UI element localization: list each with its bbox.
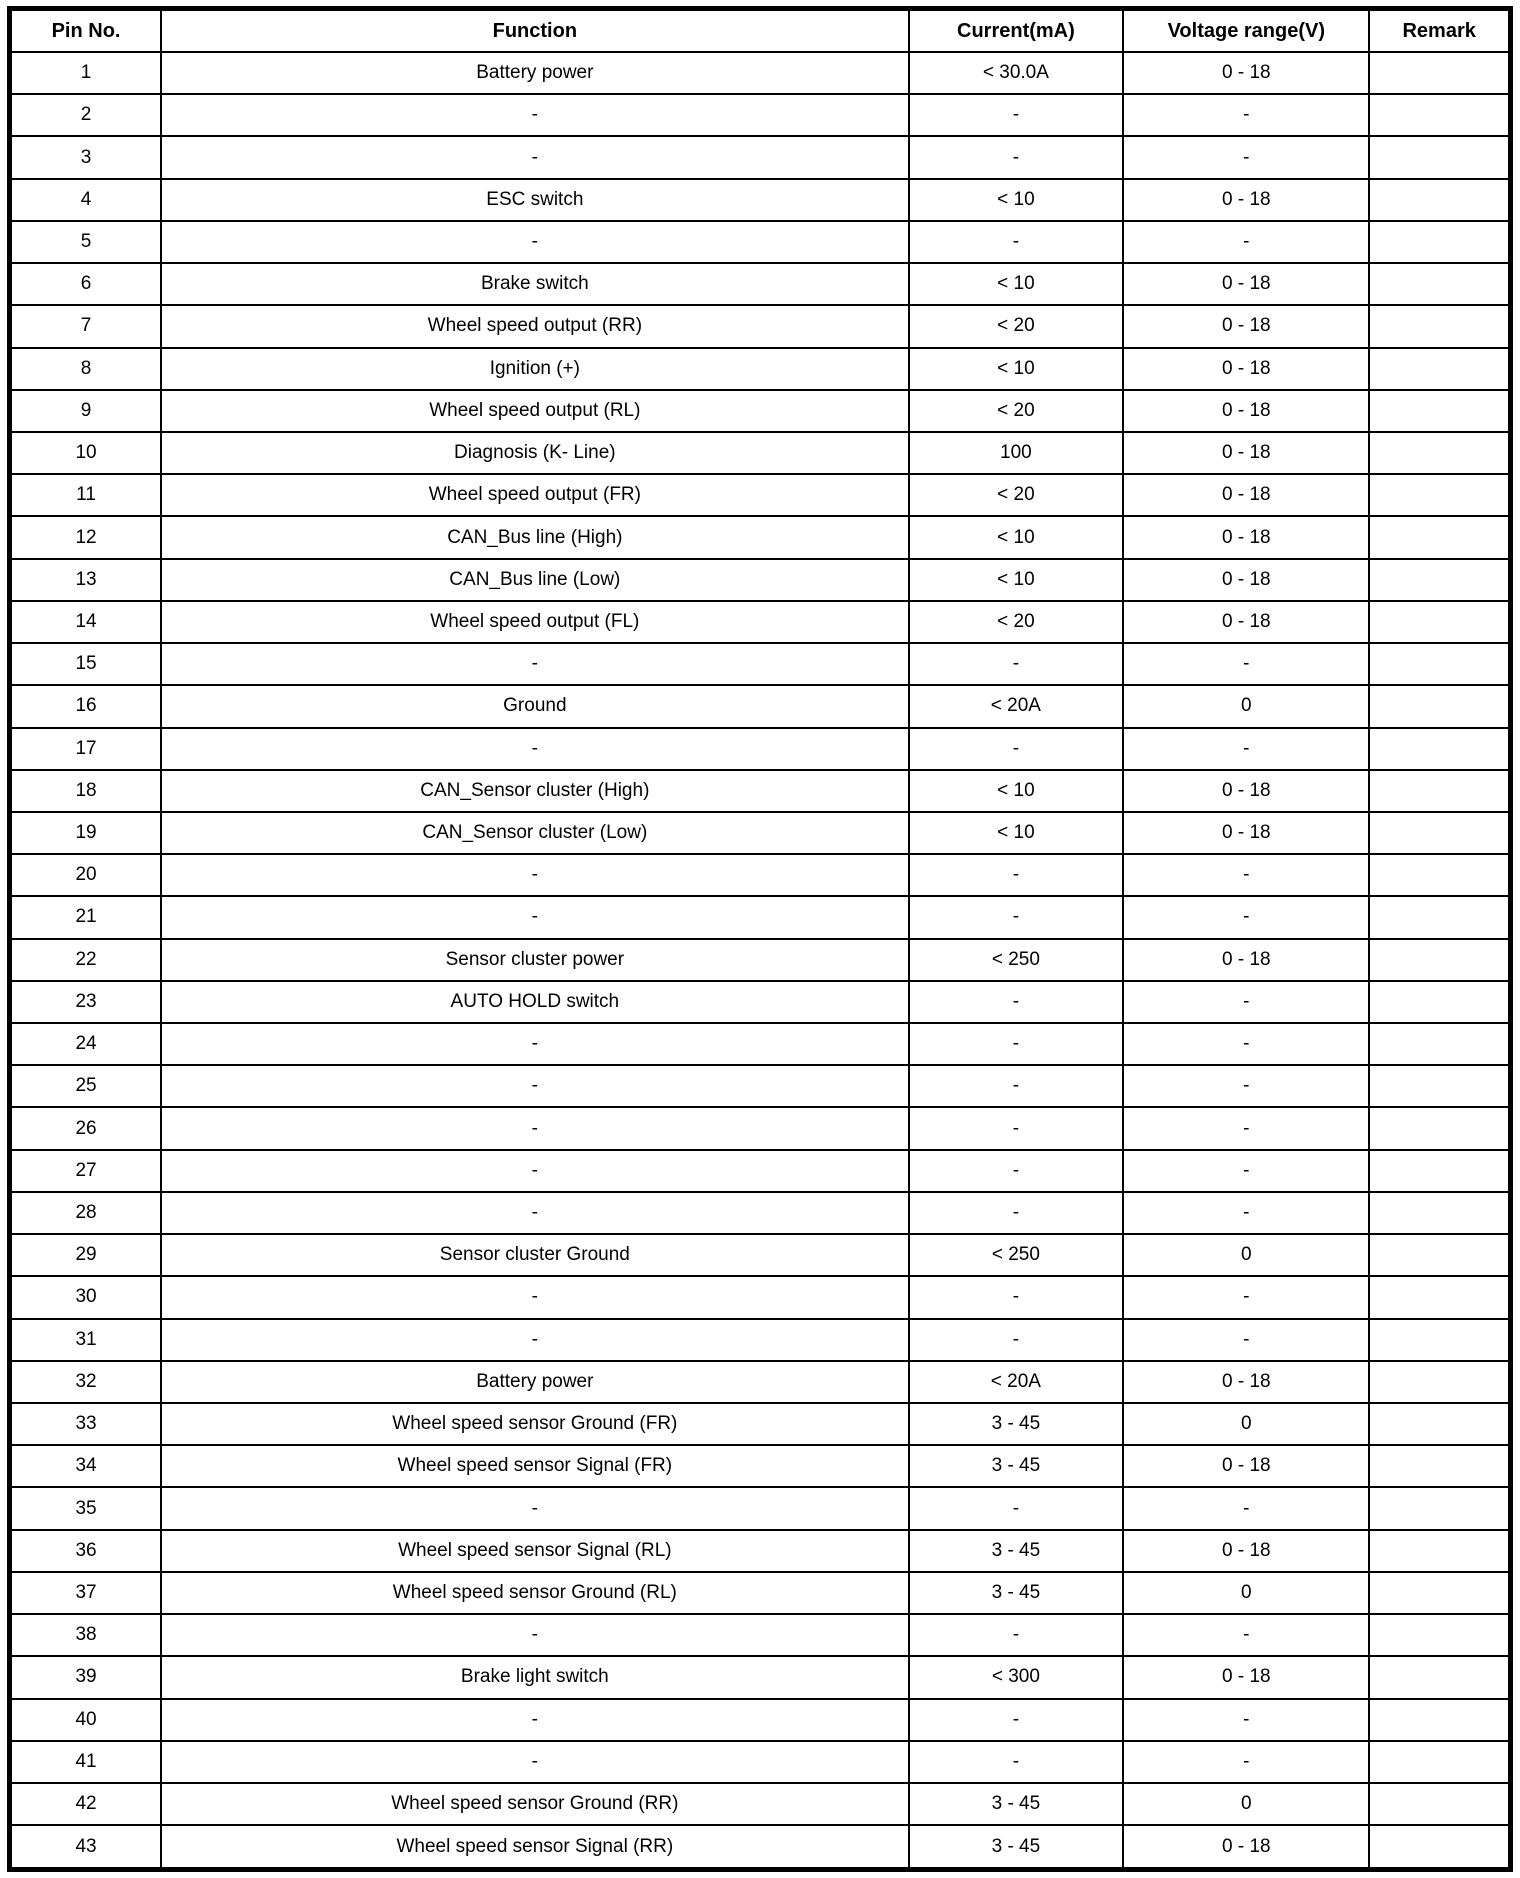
- voltage-cell: -: [1123, 136, 1369, 178]
- pin-assignment-table: [7, 6, 1513, 1872]
- remark-cell: [1369, 263, 1510, 305]
- remark-cell: [1369, 1783, 1510, 1825]
- pin-cell: 11: [10, 474, 162, 516]
- remark-cell: [1369, 390, 1510, 432]
- function-cell: Wheel speed sensor Signal (RR): [161, 1825, 908, 1869]
- voltage-cell: -: [1123, 1023, 1369, 1065]
- current-cell: < 20A: [909, 685, 1124, 727]
- table-row: [10, 1065, 1511, 1107]
- table-row: [10, 1614, 1511, 1656]
- table-row: [10, 263, 1511, 305]
- function-cell: -: [161, 94, 908, 136]
- current-cell: -: [909, 1741, 1124, 1783]
- current-cell: -: [909, 136, 1124, 178]
- voltage-cell: -: [1123, 1319, 1369, 1361]
- table-row: [10, 94, 1511, 136]
- table-row: [10, 685, 1511, 727]
- current-cell: -: [909, 1150, 1124, 1192]
- table-body: [10, 52, 1511, 1870]
- current-cell: < 10: [909, 559, 1124, 601]
- remark-cell: [1369, 812, 1510, 854]
- voltage-cell: -: [1123, 854, 1369, 896]
- table-row: [10, 1150, 1511, 1192]
- remark-cell: [1369, 1234, 1510, 1276]
- current-cell: 3 - 45: [909, 1825, 1124, 1869]
- current-cell: < 10: [909, 516, 1124, 558]
- voltage-cell: 0 - 18: [1123, 1656, 1369, 1698]
- current-cell: 3 - 45: [909, 1783, 1124, 1825]
- current-cell: 3 - 45: [909, 1445, 1124, 1487]
- current-cell: < 20A: [909, 1361, 1124, 1403]
- table-row: [10, 1445, 1511, 1487]
- table-row: [10, 939, 1511, 981]
- current-cell: 3 - 45: [909, 1403, 1124, 1445]
- pin-cell: 41: [10, 1741, 162, 1783]
- voltage-cell: 0 - 18: [1123, 432, 1369, 474]
- current-cell: < 250: [909, 1234, 1124, 1276]
- pin-cell: 3: [10, 136, 162, 178]
- function-cell: -: [161, 1487, 908, 1529]
- function-cell: -: [161, 1065, 908, 1107]
- pin-cell: 14: [10, 601, 162, 643]
- table-row: [10, 390, 1511, 432]
- table-row: [10, 432, 1511, 474]
- table-row: [10, 221, 1511, 263]
- pin-cell: 28: [10, 1192, 162, 1234]
- remark-cell: [1369, 1656, 1510, 1698]
- pin-cell: 42: [10, 1783, 162, 1825]
- current-cell: < 300: [909, 1656, 1124, 1698]
- voltage-cell: 0 - 18: [1123, 812, 1369, 854]
- pin-cell: 32: [10, 1361, 162, 1403]
- table-row: [10, 854, 1511, 896]
- voltage-cell: 0 - 18: [1123, 305, 1369, 347]
- function-cell: ESC switch: [161, 179, 908, 221]
- voltage-cell: 0: [1123, 1234, 1369, 1276]
- function-cell: CAN_Bus line (Low): [161, 559, 908, 601]
- remark-cell: [1369, 1319, 1510, 1361]
- remark-cell: [1369, 1065, 1510, 1107]
- voltage-cell: 0 - 18: [1123, 1445, 1369, 1487]
- table-row: [10, 1403, 1511, 1445]
- current-cell: < 10: [909, 812, 1124, 854]
- pin-cell: 15: [10, 643, 162, 685]
- current-cell: < 10: [909, 770, 1124, 812]
- function-cell: CAN_Sensor cluster (Low): [161, 812, 908, 854]
- remark-cell: [1369, 474, 1510, 516]
- function-cell: -: [161, 221, 908, 263]
- voltage-cell: 0: [1123, 1403, 1369, 1445]
- pin-cell: 6: [10, 263, 162, 305]
- voltage-cell: -: [1123, 981, 1369, 1023]
- remark-cell: [1369, 1361, 1510, 1403]
- current-cell: -: [909, 221, 1124, 263]
- function-cell: -: [161, 854, 908, 896]
- remark-cell: [1369, 516, 1510, 558]
- remark-cell: [1369, 1741, 1510, 1783]
- function-cell: -: [161, 1319, 908, 1361]
- pin-cell: 40: [10, 1699, 162, 1741]
- voltage-cell: 0 - 18: [1123, 52, 1369, 94]
- voltage-cell: -: [1123, 1614, 1369, 1656]
- pin-cell: 10: [10, 432, 162, 474]
- voltage-cell: -: [1123, 1699, 1369, 1741]
- remark-cell: [1369, 770, 1510, 812]
- function-cell: Ignition (+): [161, 348, 908, 390]
- table-row: [10, 179, 1511, 221]
- pin-cell: 31: [10, 1319, 162, 1361]
- table-row: [10, 812, 1511, 854]
- voltage-cell: -: [1123, 1150, 1369, 1192]
- function-cell: Wheel speed sensor Ground (FR): [161, 1403, 908, 1445]
- function-cell: -: [161, 896, 908, 938]
- pin-cell: 25: [10, 1065, 162, 1107]
- current-cell: < 10: [909, 263, 1124, 305]
- function-cell: Wheel speed output (FL): [161, 601, 908, 643]
- header-remark: Remark: [1369, 9, 1510, 53]
- function-cell: Wheel speed output (RR): [161, 305, 908, 347]
- current-cell: -: [909, 1487, 1124, 1529]
- function-cell: -: [161, 136, 908, 178]
- pin-cell: 13: [10, 559, 162, 601]
- current-cell: < 250: [909, 939, 1124, 981]
- table-row: [10, 1276, 1511, 1318]
- remark-cell: [1369, 1572, 1510, 1614]
- remark-cell: [1369, 1107, 1510, 1149]
- remark-cell: [1369, 221, 1510, 263]
- remark-cell: [1369, 1192, 1510, 1234]
- table-row: [10, 601, 1511, 643]
- function-cell: CAN_Sensor cluster (High): [161, 770, 908, 812]
- pin-cell: 37: [10, 1572, 162, 1614]
- pin-cell: 27: [10, 1150, 162, 1192]
- voltage-cell: -: [1123, 1192, 1369, 1234]
- header-voltage-range: Voltage range(V): [1123, 9, 1369, 53]
- current-cell: < 20: [909, 390, 1124, 432]
- voltage-cell: 0 - 18: [1123, 1530, 1369, 1572]
- pin-cell: 21: [10, 896, 162, 938]
- function-cell: -: [161, 1192, 908, 1234]
- table-row: [10, 1656, 1511, 1698]
- function-cell: -: [161, 1107, 908, 1149]
- pin-cell: 18: [10, 770, 162, 812]
- remark-cell: [1369, 1699, 1510, 1741]
- remark-cell: [1369, 896, 1510, 938]
- table-row: [10, 1234, 1511, 1276]
- table-row: [10, 52, 1511, 94]
- remark-cell: [1369, 432, 1510, 474]
- current-cell: < 20: [909, 474, 1124, 516]
- current-cell: -: [909, 1065, 1124, 1107]
- current-cell: 3 - 45: [909, 1530, 1124, 1572]
- remark-cell: [1369, 1487, 1510, 1529]
- table-row: [10, 896, 1511, 938]
- voltage-cell: 0: [1123, 1783, 1369, 1825]
- remark-cell: [1369, 136, 1510, 178]
- pin-cell: 36: [10, 1530, 162, 1572]
- table-row: [10, 136, 1511, 178]
- pin-cell: 39: [10, 1656, 162, 1698]
- function-cell: -: [161, 728, 908, 770]
- pin-cell: 17: [10, 728, 162, 770]
- pin-cell: 43: [10, 1825, 162, 1869]
- current-cell: 100: [909, 432, 1124, 474]
- table-row: [10, 1192, 1511, 1234]
- function-cell: -: [161, 643, 908, 685]
- current-cell: -: [909, 1107, 1124, 1149]
- remark-cell: [1369, 94, 1510, 136]
- pin-cell: 4: [10, 179, 162, 221]
- function-cell: AUTO HOLD switch: [161, 981, 908, 1023]
- pin-cell: 7: [10, 305, 162, 347]
- remark-cell: [1369, 1150, 1510, 1192]
- current-cell: -: [909, 728, 1124, 770]
- voltage-cell: -: [1123, 896, 1369, 938]
- voltage-cell: -: [1123, 94, 1369, 136]
- remark-cell: [1369, 601, 1510, 643]
- remark-cell: [1369, 1276, 1510, 1318]
- header-row: [10, 9, 1511, 53]
- voltage-cell: 0 - 18: [1123, 179, 1369, 221]
- table-row: [10, 1741, 1511, 1783]
- table-row: [10, 559, 1511, 601]
- function-cell: Wheel speed sensor Signal (FR): [161, 1445, 908, 1487]
- table-row: [10, 1361, 1511, 1403]
- pin-cell: 35: [10, 1487, 162, 1529]
- pin-cell: 9: [10, 390, 162, 432]
- current-cell: < 20: [909, 601, 1124, 643]
- current-cell: < 10: [909, 348, 1124, 390]
- function-cell: Battery power: [161, 1361, 908, 1403]
- table-row: [10, 516, 1511, 558]
- function-cell: Brake switch: [161, 263, 908, 305]
- table-row: [10, 1107, 1511, 1149]
- voltage-cell: -: [1123, 221, 1369, 263]
- voltage-cell: 0: [1123, 685, 1369, 727]
- voltage-cell: 0 - 18: [1123, 939, 1369, 981]
- current-cell: -: [909, 1276, 1124, 1318]
- voltage-cell: 0 - 18: [1123, 601, 1369, 643]
- voltage-cell: -: [1123, 1065, 1369, 1107]
- function-cell: -: [161, 1150, 908, 1192]
- current-cell: -: [909, 643, 1124, 685]
- voltage-cell: 0 - 18: [1123, 770, 1369, 812]
- voltage-cell: -: [1123, 643, 1369, 685]
- pin-cell: 26: [10, 1107, 162, 1149]
- header-pin-no: Pin No.: [10, 9, 162, 53]
- pin-cell: 38: [10, 1614, 162, 1656]
- voltage-cell: 0 - 18: [1123, 1361, 1369, 1403]
- remark-cell: [1369, 305, 1510, 347]
- voltage-cell: -: [1123, 1487, 1369, 1529]
- pin-cell: 23: [10, 981, 162, 1023]
- table-row: [10, 348, 1511, 390]
- table-row: [10, 643, 1511, 685]
- table-row: [10, 770, 1511, 812]
- pin-cell: 34: [10, 1445, 162, 1487]
- remark-cell: [1369, 559, 1510, 601]
- function-cell: Sensor cluster Ground: [161, 1234, 908, 1276]
- voltage-cell: -: [1123, 1741, 1369, 1783]
- table-row: [10, 1783, 1511, 1825]
- function-cell: Battery power: [161, 52, 908, 94]
- table-row: [10, 1319, 1511, 1361]
- pin-cell: 1: [10, 52, 162, 94]
- remark-cell: [1369, 1530, 1510, 1572]
- current-cell: -: [909, 1023, 1124, 1065]
- pin-cell: 30: [10, 1276, 162, 1318]
- voltage-cell: 0 - 18: [1123, 263, 1369, 305]
- header-current: Current(mA): [909, 9, 1124, 53]
- function-cell: Ground: [161, 685, 908, 727]
- current-cell: < 10: [909, 179, 1124, 221]
- current-cell: -: [909, 1699, 1124, 1741]
- remark-cell: [1369, 939, 1510, 981]
- function-cell: -: [161, 1699, 908, 1741]
- function-cell: -: [161, 1741, 908, 1783]
- pin-cell: 20: [10, 854, 162, 896]
- pin-cell: 29: [10, 1234, 162, 1276]
- table-row: [10, 1699, 1511, 1741]
- remark-cell: [1369, 348, 1510, 390]
- voltage-cell: 0 - 18: [1123, 348, 1369, 390]
- remark-cell: [1369, 52, 1510, 94]
- table-row: [10, 1572, 1511, 1614]
- remark-cell: [1369, 1023, 1510, 1065]
- pin-cell: 2: [10, 94, 162, 136]
- current-cell: -: [909, 94, 1124, 136]
- pin-cell: 12: [10, 516, 162, 558]
- function-cell: Wheel speed sensor Ground (RR): [161, 1783, 908, 1825]
- voltage-cell: 0 - 18: [1123, 559, 1369, 601]
- pin-cell: 22: [10, 939, 162, 981]
- header-function: Function: [161, 9, 908, 53]
- function-cell: Wheel speed sensor Ground (RL): [161, 1572, 908, 1614]
- current-cell: -: [909, 1319, 1124, 1361]
- table-row: [10, 1825, 1511, 1869]
- remark-cell: [1369, 981, 1510, 1023]
- pin-cell: 24: [10, 1023, 162, 1065]
- remark-cell: [1369, 728, 1510, 770]
- voltage-cell: 0 - 18: [1123, 474, 1369, 516]
- voltage-cell: -: [1123, 728, 1369, 770]
- remark-cell: [1369, 854, 1510, 896]
- current-cell: < 30.0A: [909, 52, 1124, 94]
- voltage-cell: -: [1123, 1107, 1369, 1149]
- function-cell: Wheel speed sensor Signal (RL): [161, 1530, 908, 1572]
- function-cell: Brake light switch: [161, 1656, 908, 1698]
- voltage-cell: 0 - 18: [1123, 1825, 1369, 1869]
- remark-cell: [1369, 643, 1510, 685]
- function-cell: Wheel speed output (FR): [161, 474, 908, 516]
- voltage-cell: -: [1123, 1276, 1369, 1318]
- pin-cell: 5: [10, 221, 162, 263]
- table-row: [10, 728, 1511, 770]
- function-cell: Wheel speed output (RL): [161, 390, 908, 432]
- current-cell: -: [909, 896, 1124, 938]
- current-cell: -: [909, 1614, 1124, 1656]
- remark-cell: [1369, 1445, 1510, 1487]
- current-cell: -: [909, 854, 1124, 896]
- function-cell: CAN_Bus line (High): [161, 516, 908, 558]
- function-cell: Sensor cluster power: [161, 939, 908, 981]
- table-row: [10, 474, 1511, 516]
- table-row: [10, 1487, 1511, 1529]
- function-cell: Diagnosis (K- Line): [161, 432, 908, 474]
- remark-cell: [1369, 1614, 1510, 1656]
- current-cell: 3 - 45: [909, 1572, 1124, 1614]
- function-cell: -: [161, 1276, 908, 1318]
- current-cell: -: [909, 1192, 1124, 1234]
- function-cell: -: [161, 1614, 908, 1656]
- table-row: [10, 305, 1511, 347]
- current-cell: -: [909, 981, 1124, 1023]
- current-cell: < 20: [909, 305, 1124, 347]
- table-row: [10, 981, 1511, 1023]
- pin-cell: 33: [10, 1403, 162, 1445]
- pin-cell: 8: [10, 348, 162, 390]
- remark-cell: [1369, 1403, 1510, 1445]
- remark-cell: [1369, 1825, 1510, 1869]
- table-row: [10, 1023, 1511, 1065]
- pin-cell: 19: [10, 812, 162, 854]
- voltage-cell: 0: [1123, 1572, 1369, 1614]
- remark-cell: [1369, 685, 1510, 727]
- voltage-cell: 0 - 18: [1123, 516, 1369, 558]
- voltage-cell: 0 - 18: [1123, 390, 1369, 432]
- function-cell: -: [161, 1023, 908, 1065]
- table-row: [10, 1530, 1511, 1572]
- remark-cell: [1369, 179, 1510, 221]
- pin-cell: 16: [10, 685, 162, 727]
